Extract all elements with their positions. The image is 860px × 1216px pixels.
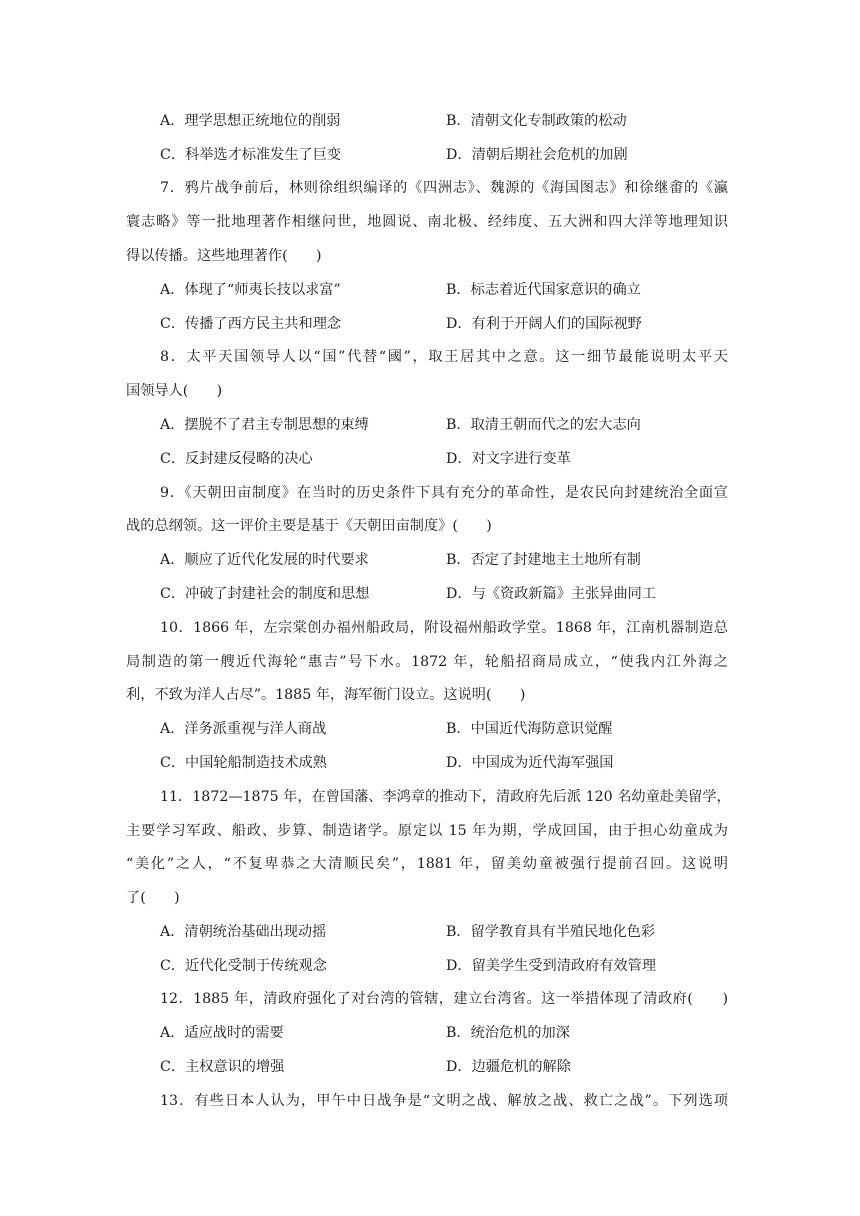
q6-option-a[interactable]: A．理学思想正统地位的削弱 — [160, 113, 341, 129]
q8-stem-line-1: 8．太平天国领导人以“国”代替“國”，取王居其中之意。这一细节最能说明太平天 — [160, 349, 728, 365]
q11-options-row-1 — [160, 921, 656, 943]
q12-options-row-1 — [160, 1022, 570, 1044]
q8-stem-line-2: 国领导人( ) — [126, 383, 223, 399]
q6-option-c[interactable]: C．科举选才标准发生了巨变 — [160, 147, 342, 163]
q8-options-row-1 — [160, 414, 641, 436]
q13-stem-line-1: 13．有些日本人认为，甲午中日战争是“文明之战、解放之战、救亡之战”。下列选项 — [160, 1093, 728, 1109]
q9-option-d[interactable]: D．与《资政新篇》主张异曲同工 — [446, 586, 657, 602]
q9-options-row-1 — [160, 549, 641, 571]
q12-option-c[interactable]: C．主权意识的增强 — [160, 1059, 285, 1075]
q10-options-row-2 — [160, 752, 614, 774]
q10-stem-line-2: 局制造的第一艘近代海轮“惠吉”号下水。1872 年，轮船招商局成立，“使我内江外海之 — [126, 654, 728, 670]
q11-option-b[interactable]: B．留学教育具有半殖民地化色彩 — [446, 924, 656, 940]
q9-option-b[interactable]: B．否定了封建地主土地所有制 — [446, 552, 641, 568]
q7-stem-line-1: 7．鸦片战争前后，林则徐组织编译的《四洲志》、魏源的《海国图志》和徐继畬的《瀛 — [160, 180, 728, 196]
q9-stem-line-2: 战的总纲领。这一评价主要是基于《天朝田亩制度》( ) — [126, 518, 492, 534]
q9-option-a[interactable]: A．顺应了近代化发展的时代要求 — [160, 552, 369, 568]
q10-options-row-1 — [160, 718, 613, 740]
q12-option-a[interactable]: A．适应战时的需要 — [160, 1025, 284, 1041]
q12-stem-line-1: 12．1885 年，清政府强化了对台湾的管辖，建立台湾省。这一举措体现了清政府( ) — [160, 991, 728, 1007]
q7-option-b[interactable]: B．标志着近代国家意识的确立 — [446, 282, 641, 298]
q9-option-c[interactable]: C．冲破了封建社会的制度和思想 — [160, 586, 370, 602]
q11-option-d[interactable]: D．留美学生受到清政府有效管理 — [446, 958, 657, 974]
q7-options-row-1 — [160, 279, 641, 301]
q10-option-c[interactable]: C．中国轮船制造技术成熟 — [160, 755, 327, 771]
q12-options-row-2 — [160, 1056, 571, 1078]
q8-option-d[interactable]: D．对文字进行变革 — [446, 451, 571, 467]
q11-options-row-2 — [160, 955, 657, 977]
q12-option-b[interactable]: B．统治危机的加深 — [446, 1025, 570, 1041]
q11-stem-line-1: 11．1872—1875 年，在曾国藩、李鸿章的推动下，清政府先后派 120 名幼童赴美留学， — [160, 789, 731, 805]
q10-stem-line-1: 10．1866 年，左宗棠创办福州船政局，附设福州船政学堂。1868 年，江南机器制造总 — [160, 620, 728, 636]
q8-option-a[interactable]: A．摆脱不了君主专制思想的束缚 — [160, 417, 369, 433]
q11-stem-line-4: 了( ) — [126, 890, 180, 906]
q8-option-b[interactable]: B．取清王朝而代之的宏大志向 — [446, 417, 641, 433]
q7-options-row-2 — [160, 313, 642, 335]
q6-options-row-2 — [160, 144, 628, 166]
q11-stem-line-3: “美化”之人，“不复卑恭之大清顺民矣”，1881 年，留美幼童被强行提前召回。这说明 — [126, 856, 728, 872]
q7-option-a[interactable]: A．体现了“师夷长技以求富” — [160, 282, 341, 298]
q10-stem-line-3: 利，不致为洋人占尽”。1885 年，海军衙门设立。这说明( ) — [126, 687, 526, 703]
q6-option-d[interactable]: D．清朝后期社会危机的加剧 — [446, 147, 628, 163]
q8-option-c[interactable]: C．反封建反侵略的决心 — [160, 451, 313, 467]
q12-option-d[interactable]: D．边疆危机的解除 — [446, 1059, 571, 1075]
q8-options-row-2 — [160, 448, 571, 470]
q9-stem-line-1: 9．《天朝田亩制度》在当时的历史条件下具有充分的革命性，是农民向封建统治全面宣 — [160, 485, 728, 501]
q10-option-a[interactable]: A．洋务派重视与洋人商战 — [160, 721, 327, 737]
q11-option-c[interactable]: C．近代化受制于传统观念 — [160, 958, 327, 974]
q11-stem-line-2: 主要学习军政、船政、步算、制造诸学。原定以 15 年为期，学成回国，由于担心幼童成为 — [126, 823, 728, 839]
q9-options-row-2 — [160, 583, 657, 605]
q7-stem-line-2: 寰志略》等一批地理著作相继问世，地圆说、南北极、经纬度、五大洲和四大洋等地理知识 — [126, 214, 728, 230]
q7-option-c[interactable]: C．传播了西方民主共和理念 — [160, 316, 342, 332]
q10-option-b[interactable]: B．中国近代海防意识觉醒 — [446, 721, 613, 737]
q7-stem-line-3: 得以传播。这些地理著作( ) — [126, 248, 322, 264]
q6-options-row-1 — [160, 110, 627, 132]
q10-option-d[interactable]: D．中国成为近代海军强国 — [446, 755, 614, 771]
q7-option-d[interactable]: D．有利于开阔人们的国际视野 — [446, 316, 642, 332]
q11-option-a[interactable]: A．清朝统治基础出现动摇 — [160, 924, 327, 940]
q6-option-b[interactable]: B．清朝文化专制政策的松动 — [446, 113, 627, 129]
